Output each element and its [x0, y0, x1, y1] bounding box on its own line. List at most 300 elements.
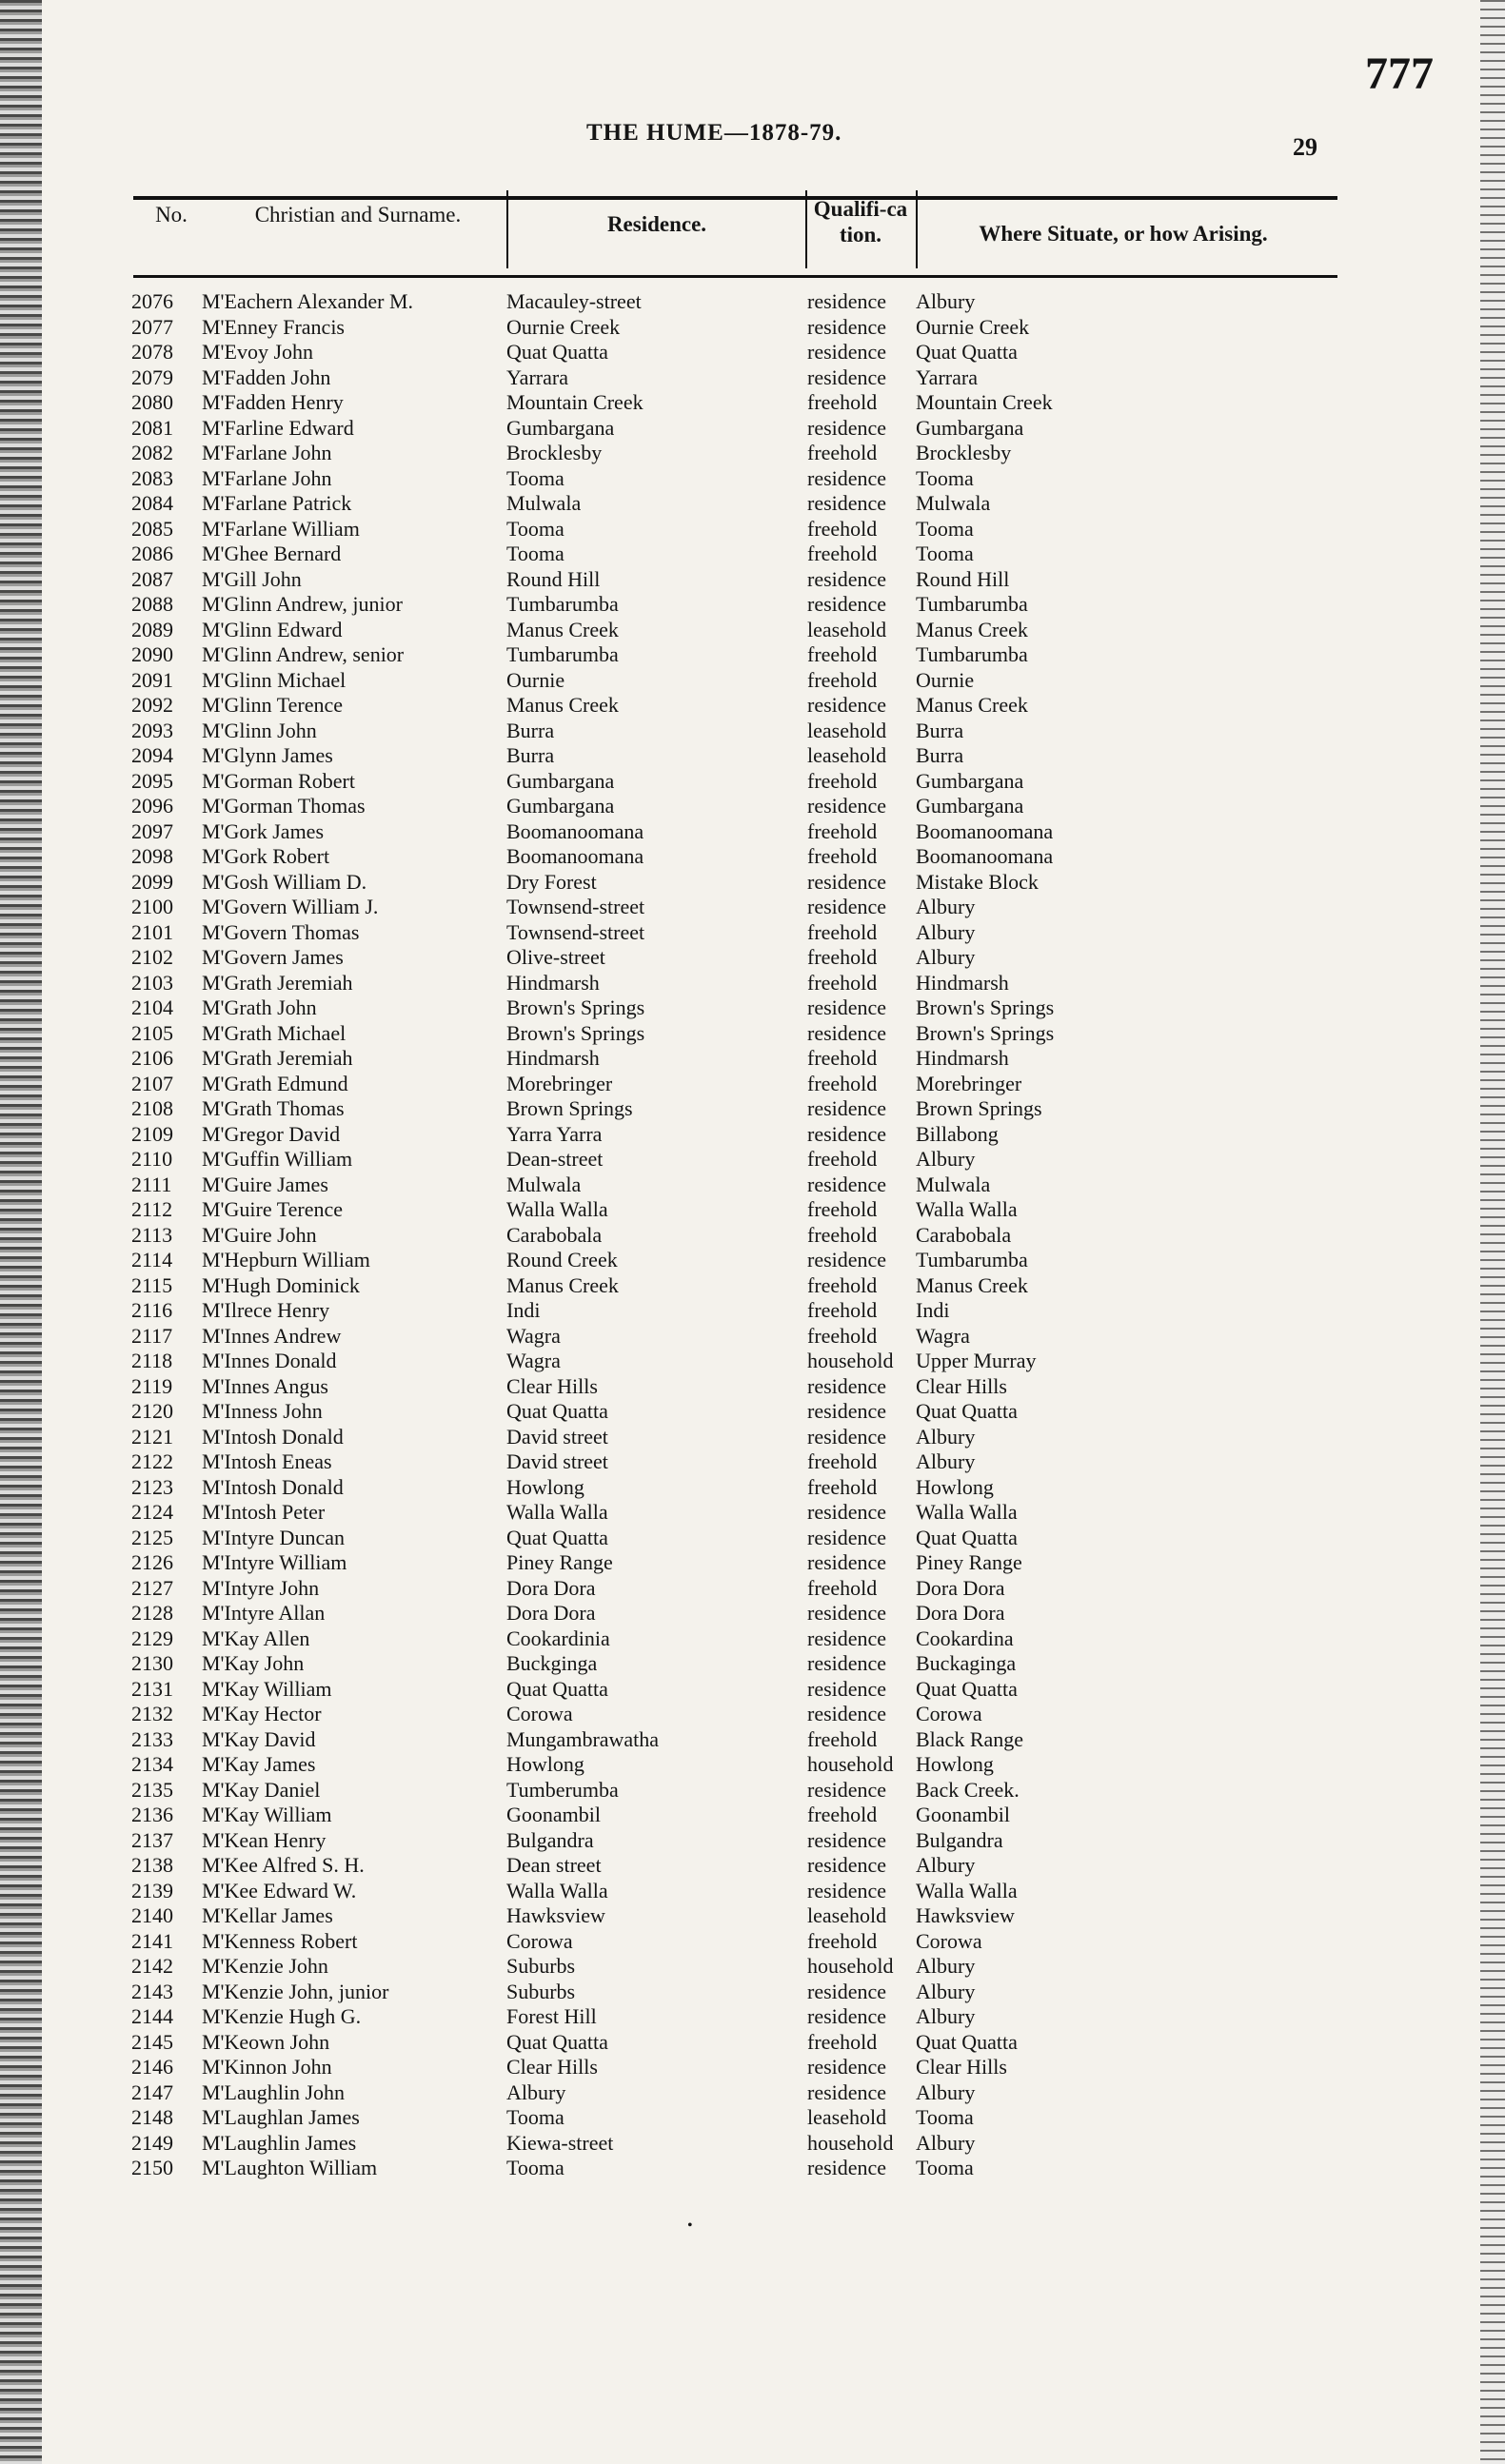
table-row — [0, 1324, 1505, 1350]
residence-cell: Dora Dora — [506, 1575, 596, 1600]
where-situate-cell: Brocklesby — [916, 441, 1012, 464]
elector-name: M'Kenzie John, junior — [202, 1979, 389, 2003]
qualification-cell: residence — [807, 1373, 887, 1398]
residence-cell: Piney Range — [506, 1550, 613, 1574]
residence-cell: Quat Quatta — [506, 1676, 608, 1701]
qualification-cell: freehold — [807, 1197, 878, 1221]
where-situate-cell: Bulgandra — [916, 1827, 1003, 1852]
residence-cell: Ournie — [506, 667, 565, 692]
residence-cell: Quat Quatta — [506, 340, 608, 364]
qualification-cell: residence — [807, 1550, 887, 1574]
table-row — [0, 340, 1505, 365]
qualification-cell: residence — [807, 869, 887, 894]
elector-name: M'Grath Michael — [202, 1020, 347, 1045]
table-row — [0, 1778, 1505, 1804]
where-situate-cell: Albury — [916, 2080, 976, 2104]
residence-cell: Howlong — [506, 1474, 584, 1499]
row-number: 2092 — [131, 693, 173, 717]
elector-name: M'Farlane John — [202, 441, 332, 464]
qualification-cell: freehold — [807, 1071, 878, 1095]
table-row — [0, 315, 1505, 341]
row-number: 2101 — [131, 919, 173, 944]
residence-cell: Kiewa-street — [506, 2130, 614, 2155]
table-row — [0, 1475, 1505, 1501]
residence-cell: Tooma — [506, 2156, 564, 2179]
qualification-cell: freehold — [807, 1928, 878, 1953]
page-title: THE HUME—1878-79. — [586, 120, 842, 146]
qualification-cell: residence — [807, 289, 887, 313]
table-row — [0, 1374, 1505, 1400]
table-row — [0, 592, 1505, 618]
row-number: 2129 — [131, 1626, 173, 1650]
header-where: Where Situate, or how Arising. — [979, 222, 1268, 246]
elector-name: M'Kenzie Hugh G. — [202, 2004, 362, 2028]
where-situate-cell: Back Creek. — [916, 1777, 1020, 1802]
qualification-cell: residence — [807, 2004, 887, 2028]
table-row — [0, 1046, 1505, 1072]
qualification-cell: residence — [807, 314, 887, 339]
qualification-cell: freehold — [807, 1474, 878, 1499]
residence-cell: Howlong — [506, 1752, 584, 1776]
residence-cell: Walla Walla — [506, 1500, 608, 1524]
where-situate-cell: Round Hill — [916, 566, 1010, 591]
qualification-cell: freehold — [807, 1726, 878, 1751]
residence-cell: Dean street — [506, 1853, 602, 1877]
table-row — [0, 1298, 1505, 1324]
residence-cell: Dry Forest — [506, 869, 597, 894]
qualification-cell: residence — [807, 1601, 887, 1625]
where-situate-cell: Cookardina — [916, 1626, 1014, 1650]
residence-cell: Burra — [506, 743, 555, 767]
where-situate-cell: Clear Hills — [916, 1373, 1007, 1398]
table-row — [0, 1449, 1505, 1475]
qualification-cell: residence — [807, 794, 887, 818]
qualification-cell: residence — [807, 1500, 887, 1524]
qualification-cell: freehold — [807, 919, 878, 944]
elector-name: M'Intosh Eneas — [202, 1449, 332, 1473]
table-row — [0, 491, 1505, 517]
table-row — [0, 769, 1505, 795]
qualification-cell: residence — [807, 592, 887, 616]
where-situate-cell: Albury — [916, 1979, 976, 2003]
table-row — [0, 2030, 1505, 2056]
elector-name: M'Kellar James — [202, 1903, 333, 1927]
table-row — [0, 1248, 1505, 1273]
elector-name: M'Guire John — [202, 1222, 317, 1247]
table-row — [0, 1879, 1505, 1904]
qualification-cell: freehold — [807, 818, 878, 843]
row-number: 2142 — [131, 1954, 173, 1978]
elector-name: M'Farlane William — [202, 516, 360, 541]
table-row — [0, 819, 1505, 845]
residence-cell: Tumbarumba — [506, 592, 619, 616]
elector-name: M'Kenzie John — [202, 1954, 328, 1978]
residence-cell: Ournie Creek — [506, 314, 621, 339]
qualification-cell: leasehold — [807, 617, 887, 641]
elector-name: M'Glinn Andrew, senior — [202, 642, 405, 666]
table-row — [0, 1651, 1505, 1677]
row-number: 2094 — [131, 743, 173, 767]
elector-name: M'Grath Edmund — [202, 1071, 348, 1095]
residence-cell: Dora Dora — [506, 1601, 596, 1625]
residence-cell: Manus Creek — [506, 693, 619, 717]
table-row — [0, 1425, 1505, 1450]
where-situate-cell: Tumbarumba — [916, 1248, 1028, 1271]
row-number: 2147 — [131, 2080, 173, 2104]
row-number: 2140 — [131, 1903, 173, 1927]
elector-name: M'Keown John — [202, 2029, 330, 2054]
row-number: 2098 — [131, 844, 173, 868]
elector-name: M'Grath Thomas — [202, 1096, 345, 1120]
where-situate-cell: Tumbarumba — [916, 642, 1028, 666]
qualification-cell: freehold — [807, 1147, 878, 1171]
elector-name: M'Glinn Edward — [202, 617, 343, 641]
table-row — [0, 693, 1505, 719]
table-row — [0, 1550, 1505, 1576]
table-row — [0, 2055, 1505, 2080]
header-name: Christian and Surname. — [254, 203, 462, 227]
row-number: 2133 — [131, 1726, 173, 1751]
table-row — [0, 1601, 1505, 1626]
qualification-cell: residence — [807, 2080, 887, 2104]
row-number: 2112 — [131, 1197, 173, 1221]
where-situate-cell: Albury — [916, 2130, 976, 2155]
table-row — [0, 1096, 1505, 1122]
table-row — [0, 1173, 1505, 1198]
table-row — [0, 1954, 1505, 1980]
where-situate-cell: Clear Hills — [916, 2055, 1007, 2079]
elector-name: M'Grath John — [202, 995, 317, 1019]
where-situate-cell: Dora Dora — [916, 1601, 1005, 1625]
column-divider — [805, 190, 807, 268]
table-row — [0, 416, 1505, 442]
table-row — [0, 1273, 1505, 1299]
table-row — [0, 1903, 1505, 1929]
qualification-cell: residence — [807, 1096, 887, 1120]
where-situate-cell: Boomanoomana — [916, 844, 1054, 868]
row-number: 2109 — [131, 1121, 173, 1146]
elector-name: M'Farline Edward — [202, 415, 354, 440]
elector-name: M'Glynn James — [202, 743, 333, 767]
residence-cell: Mulwala — [506, 491, 582, 515]
qualification-cell: freehold — [807, 1803, 878, 1826]
qualification-cell: residence — [807, 566, 887, 591]
where-situate-cell: Manus Creek — [916, 617, 1028, 641]
where-situate-cell: Albury — [916, 919, 976, 944]
table-row — [0, 870, 1505, 896]
table-row — [0, 1072, 1505, 1097]
row-number: 2076 — [131, 289, 173, 313]
qualification-cell: household — [807, 2130, 894, 2155]
elector-name: M'Glinn Terence — [202, 693, 344, 717]
residence-cell: Quat Quatta — [506, 1399, 608, 1423]
qualification-cell: freehold — [807, 1323, 878, 1348]
residence-cell: Manus Creek — [506, 617, 619, 641]
row-number: 2104 — [131, 995, 173, 1019]
table-row — [0, 567, 1505, 593]
row-number: 2145 — [131, 2029, 173, 2054]
qualification-cell: freehold — [807, 441, 878, 464]
table-row — [0, 1980, 1505, 2005]
table-row — [0, 1399, 1505, 1425]
table-row — [0, 995, 1505, 1021]
qualification-cell: leasehold — [807, 2105, 887, 2129]
elector-name: M'Intosh Donald — [202, 1424, 344, 1449]
qualification-cell: leasehold — [807, 743, 887, 767]
row-number: 2121 — [131, 1424, 173, 1449]
where-situate-cell: Manus Creek — [916, 693, 1028, 717]
where-situate-cell: Walla Walla — [916, 1878, 1018, 1902]
residence-cell: Yarra Yarra — [506, 1121, 603, 1146]
where-situate-cell: Quat Quatta — [916, 1676, 1018, 1701]
row-number: 2144 — [131, 2004, 173, 2028]
where-situate-cell: Burra — [916, 743, 964, 767]
residence-cell: Hindmarsh — [506, 1046, 600, 1070]
row-number: 2125 — [131, 1525, 173, 1549]
row-number: 2137 — [131, 1827, 173, 1852]
elector-name: M'Gosh William D. — [202, 869, 367, 894]
table-row — [0, 668, 1505, 694]
row-number: 2084 — [131, 491, 173, 515]
residence-cell: Walla Walla — [506, 1197, 608, 1221]
row-number: 2106 — [131, 1046, 173, 1070]
elector-name: M'Laughlan James — [202, 2105, 360, 2129]
column-divider — [506, 190, 508, 268]
table-row — [0, 719, 1505, 744]
where-situate-cell: Tooma — [916, 465, 974, 490]
residence-cell: Tooma — [506, 516, 564, 541]
residence-cell: Townsend-street — [506, 895, 645, 918]
table-row — [0, 895, 1505, 920]
qualification-cell: freehold — [807, 667, 878, 692]
qualification-cell: freehold — [807, 1046, 878, 1070]
row-number: 2093 — [131, 718, 173, 742]
residence-cell: Goonambil — [506, 1803, 601, 1826]
row-number: 2116 — [131, 1298, 173, 1322]
elector-name: M'Kinnon John — [202, 2055, 332, 2079]
where-situate-cell: Albury — [916, 1424, 976, 1449]
table-row — [0, 289, 1505, 315]
where-situate-cell: Tooma — [916, 542, 974, 565]
elector-name: M'Intyre Duncan — [202, 1525, 345, 1549]
residence-cell: Brocklesby — [506, 441, 603, 464]
header-qualification: Qualifi-cation. — [813, 197, 908, 246]
elector-name: M'Intosh Peter — [202, 1500, 326, 1524]
row-number: 2113 — [131, 1222, 173, 1247]
table-row — [0, 1803, 1505, 1828]
row-number: 2090 — [131, 642, 173, 666]
row-number: 2126 — [131, 1550, 173, 1574]
where-situate-cell: Mulwala — [916, 491, 991, 515]
row-number: 2119 — [131, 1373, 173, 1398]
where-situate-cell: Buckaginga — [916, 1651, 1017, 1675]
where-situate-cell: Albury — [916, 2004, 976, 2028]
qualification-cell: residence — [807, 415, 887, 440]
where-situate-cell: Gumbargana — [916, 415, 1024, 440]
row-number: 2102 — [131, 945, 173, 969]
table-row — [0, 1021, 1505, 1047]
qualification-cell: freehold — [807, 1449, 878, 1473]
elector-name: M'Kean Henry — [202, 1827, 327, 1852]
row-number: 2117 — [131, 1323, 173, 1348]
table-row — [0, 365, 1505, 391]
elector-name: M'Gorman Robert — [202, 768, 355, 793]
row-number: 2103 — [131, 970, 173, 995]
qualification-cell: freehold — [807, 1272, 878, 1297]
table-row — [0, 542, 1505, 567]
where-situate-cell: Manus Creek — [916, 1272, 1028, 1297]
elector-name: M'Gregor David — [202, 1121, 341, 1146]
row-number: 2095 — [131, 768, 173, 793]
row-number: 2135 — [131, 1777, 173, 1802]
qualification-cell: residence — [807, 895, 887, 918]
elector-name: M'Kee Alfred S. H. — [202, 1853, 365, 1877]
where-situate-cell: Brown's Springs — [916, 1020, 1055, 1045]
residence-cell: Mungambrawatha — [506, 1726, 660, 1751]
row-number: 2089 — [131, 617, 173, 641]
elector-name: M'Fadden John — [202, 365, 331, 389]
residence-cell: Cookardinia — [506, 1626, 610, 1650]
elector-name: M'Kenness Robert — [202, 1928, 358, 1953]
folio-number: 777 — [1365, 49, 1434, 99]
row-number: 2146 — [131, 2055, 173, 2079]
row-number: 2088 — [131, 592, 173, 616]
qualification-cell: residence — [807, 1121, 887, 1146]
row-number: 2086 — [131, 542, 173, 565]
residence-cell: Round Creek — [506, 1248, 618, 1271]
elector-name: M'Govern James — [202, 945, 344, 969]
elector-name: M'Ilrece Henry — [202, 1298, 330, 1322]
qualification-cell: residence — [807, 1702, 887, 1725]
where-situate-cell: Tooma — [916, 2156, 974, 2179]
row-number: 2124 — [131, 1500, 173, 1524]
qualification-cell: residence — [807, 340, 887, 364]
row-number: 2132 — [131, 1702, 173, 1725]
elector-name: M'Eachern Alexander M. — [202, 289, 414, 313]
elector-name: M'Hugh Dominick — [202, 1272, 360, 1297]
qualification-cell: residence — [807, 693, 887, 717]
qualification-cell: residence — [807, 1248, 887, 1271]
where-situate-cell: Quat Quatta — [916, 2029, 1018, 2054]
elector-name: M'Glinn Michael — [202, 667, 347, 692]
residence-cell: Tooma — [506, 465, 564, 490]
qualification-cell: residence — [807, 365, 887, 389]
row-number: 2083 — [131, 465, 173, 490]
qualification-cell: freehold — [807, 642, 878, 666]
row-number: 2111 — [131, 1172, 172, 1196]
column-divider — [916, 190, 918, 268]
qualification-cell: residence — [807, 995, 887, 1019]
elector-name: M'Laughlin John — [202, 2080, 346, 2104]
qualification-cell: residence — [807, 1424, 887, 1449]
where-situate-cell: Quat Quatta — [916, 1525, 1018, 1549]
qualification-cell: residence — [807, 1399, 887, 1423]
where-situate-cell: Corowa — [916, 1928, 982, 1953]
residence-cell: Gumbargana — [506, 415, 615, 440]
table-row — [0, 1349, 1505, 1374]
where-situate-cell: Albury — [916, 289, 976, 313]
row-number: 2108 — [131, 1096, 173, 1120]
elector-name: M'Kay Allen — [202, 1626, 310, 1650]
residence-cell: Tooma — [506, 542, 564, 565]
table-row — [0, 1929, 1505, 1955]
where-situate-cell: Corowa — [916, 1702, 982, 1725]
row-number: 2077 — [131, 314, 173, 339]
table-row — [0, 1500, 1505, 1526]
qualification-cell: residence — [807, 1525, 887, 1549]
elector-name: M'Intyre Allan — [202, 1601, 326, 1625]
where-situate-cell: Hindmarsh — [916, 1046, 1009, 1070]
table-row — [0, 2131, 1505, 2157]
row-number: 2096 — [131, 794, 173, 818]
elector-name: M'Gill John — [202, 566, 302, 591]
table-row — [0, 1677, 1505, 1703]
where-situate-cell: Mountain Creek — [916, 390, 1053, 414]
where-situate-cell: Brown Springs — [916, 1096, 1042, 1120]
qualification-cell: freehold — [807, 970, 878, 995]
qualification-cell: freehold — [807, 516, 878, 541]
qualification-cell: freehold — [807, 1222, 878, 1247]
residence-cell: Hawksview — [506, 1903, 605, 1927]
row-number: 2139 — [131, 1878, 173, 1902]
residence-cell: Wagra — [506, 1349, 561, 1372]
where-situate-cell: Walla Walla — [916, 1500, 1018, 1524]
row-number: 2128 — [131, 1601, 173, 1625]
residence-cell: Carabobala — [506, 1222, 603, 1247]
where-situate-cell: Goonambil — [916, 1803, 1010, 1826]
row-number: 2100 — [131, 895, 173, 918]
residence-cell: Suburbs — [506, 1979, 576, 2003]
elector-name: M'Intyre John — [202, 1575, 320, 1600]
residence-cell: Tumbarumba — [506, 642, 619, 666]
row-number: 2136 — [131, 1803, 173, 1826]
where-situate-cell: Brown's Springs — [916, 995, 1055, 1019]
table-row — [0, 1727, 1505, 1753]
row-number: 2082 — [131, 441, 173, 464]
elector-name: M'Innes Donald — [202, 1349, 337, 1372]
table-row — [0, 2105, 1505, 2131]
qualification-cell: freehold — [807, 1298, 878, 1322]
table-row — [0, 1576, 1505, 1602]
qualification-cell: household — [807, 1954, 894, 1978]
where-situate-cell: Albury — [916, 1954, 976, 1978]
elector-name: M'Laughlin James — [202, 2130, 357, 2155]
residence-cell: Boomanoomana — [506, 844, 644, 868]
row-number: 2099 — [131, 869, 173, 894]
table-row — [0, 517, 1505, 542]
residence-cell: Brown's Springs — [506, 995, 645, 1019]
row-number: 2091 — [131, 667, 173, 692]
elector-name: M'Kay Daniel — [202, 1777, 321, 1802]
table-row — [0, 1853, 1505, 1879]
page-number: 29 — [1293, 133, 1317, 161]
row-number: 2114 — [131, 1248, 173, 1271]
residence-cell: Gumbargana — [506, 768, 615, 793]
row-number: 2120 — [131, 1399, 173, 1423]
residence-cell: Tooma — [506, 2105, 564, 2129]
elector-name: M'Guire James — [202, 1172, 328, 1196]
qualification-cell: freehold — [807, 844, 878, 868]
residence-cell: Hindmarsh — [506, 970, 600, 995]
elector-name: M'Gork James — [202, 818, 325, 843]
row-number: 2079 — [131, 365, 173, 389]
elector-name: M'Fadden Henry — [202, 390, 344, 414]
row-number: 2123 — [131, 1474, 173, 1499]
elector-name: M'Innes Andrew — [202, 1323, 342, 1348]
residence-cell: Tumberumba — [506, 1777, 619, 1802]
residence-cell: Manus Creek — [506, 1272, 619, 1297]
residence-cell: Wagra — [506, 1323, 561, 1348]
